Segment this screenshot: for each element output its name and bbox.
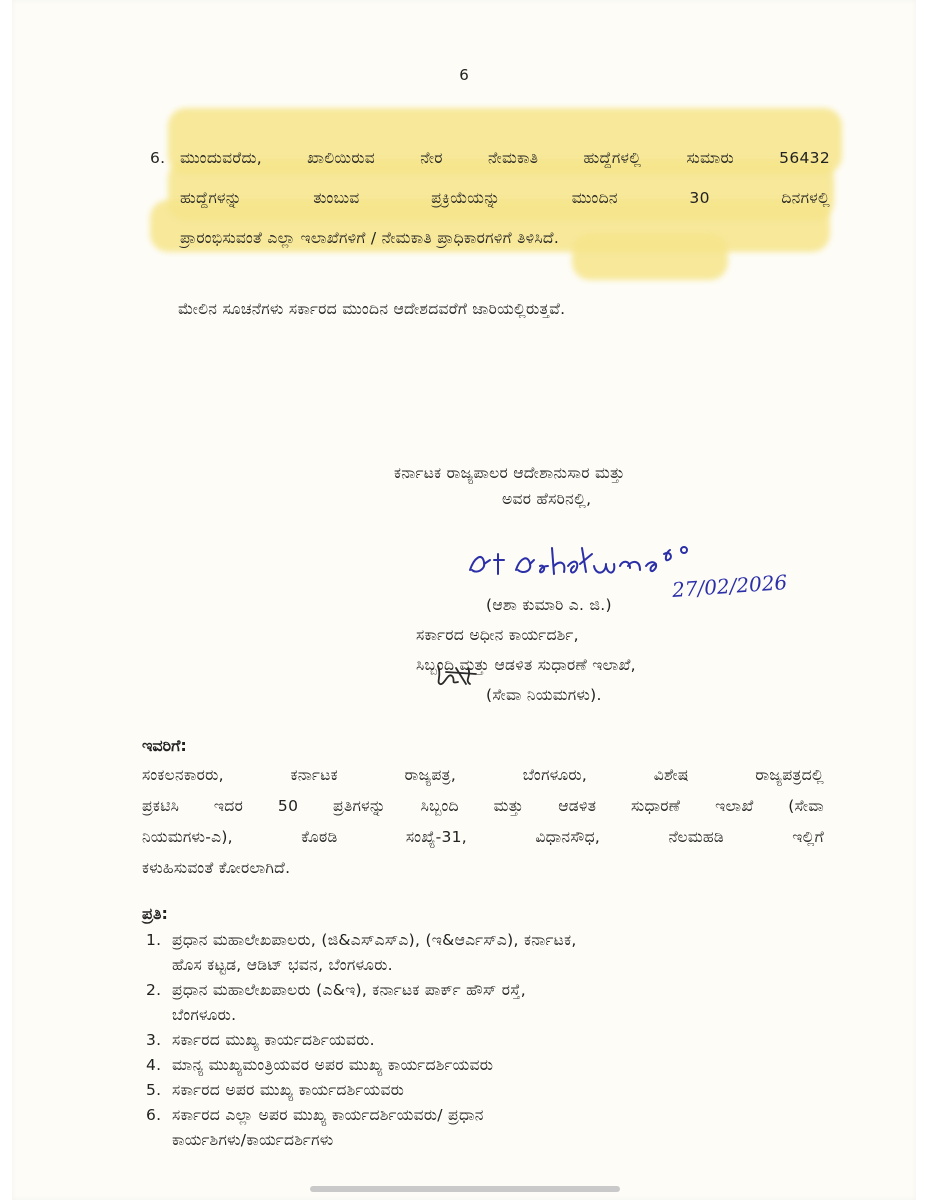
copy-item-number: 5. xyxy=(146,1081,162,1099)
copy-item-line: ಪ್ರಧಾನ ಮಹಾಲೇಖಪಾಲರು (ಎ&ಇ), ಕರ್ನಾಟಕ ಪಾರ್ಕ್ ಹೌಸ್ ರಸ್ತೆ, xyxy=(172,981,526,999)
copy-item-number: 3. xyxy=(146,1031,162,1049)
signatory-block xyxy=(416,590,636,710)
copy-list-item xyxy=(144,1028,824,1053)
recipient-line: ಪ್ರಕಟಿಸಿ ಇದರ 50 ಪ್ರತಿಗಳನ್ನು ಸಿಬ್ಬಂದಿ ಮತ್ತು ಆಡಳಿತ ಸುಧಾರಣೆ ಇಲಾಖೆ (ಸೇವಾ xyxy=(142,797,824,815)
signatory-department: ಸಿಬ್ಬಂದಿ ಮತ್ತು ಆಡಳಿತ ಸುಧಾರಣೆ ಇಲಾಖೆ, xyxy=(416,656,636,674)
page-number: 6 xyxy=(459,66,469,84)
recipient-line: ಕಳುಹಿಸುವಂತೆ ಕೋರಲಾಗಿದೆ. xyxy=(142,859,291,877)
signatory-name: (ಆಶಾ ಕುಮಾರಿ ಎ. ಜಿ.) xyxy=(486,596,612,614)
paragraph-line: ಹುದ್ದೆಗಳನ್ನು ತುಂಬುವ ಪ್ರಕ್ರಿಯೆಯನ್ನು ಮುಂದಿನ 30 ದಿನಗಳಲ್ಲಿ xyxy=(180,189,830,207)
copy-item-line: ಸರ್ಕಾರದ ಅಪರ ಮುಖ್ಯ ಕಾರ್ಯದರ್ಶಿಯವರು xyxy=(172,1081,405,1099)
signatory-section: (ಸೇವಾ ನಿಯಮಗಳು). xyxy=(486,686,602,704)
numbered-paragraph-6 xyxy=(150,138,830,258)
copy-list-item xyxy=(144,1103,824,1153)
paragraph-line: ಮುಂದುವರೆದು, ಖಾಲಿಯಿರುವ ನೇರ ನೇಮಕಾತಿ ಹುದ್ದೆಗಳಲ್ಲಿ ಸುಮಾರು 56432 xyxy=(180,149,830,167)
recipient-line: ಸಂಕಲನಕಾರರು, ಕರ್ನಾಟಕ ರಾಜ್ಯಪತ್ರ, ಬೆಂಗಳೂರು, ವಿಶೇಷ ರಾಜ್ಯಪತ್ರದಲ್ಲಿ xyxy=(142,766,824,784)
order-authority-line: ಕರ್ನಾಟಕ ರಾಜ್ಯಪಾಲರ ಆದೇಶಾನುಸಾರ ಮತ್ತು xyxy=(394,464,625,482)
copy-list-item xyxy=(144,928,824,978)
order-authority-line: ಅವರ ಹೆಸರಿನಲ್ಲಿ, xyxy=(502,490,592,508)
copy-item-line: ಸರ್ಕಾರದ ಎಲ್ಲಾ ಅಪರ ಮುಖ್ಯ ಕಾರ್ಯದರ್ಶಿಯವರು/ ಪ್ರಧಾನ xyxy=(172,1106,484,1124)
copy-list-item xyxy=(144,978,824,1028)
copy-item-line: ಸರ್ಕಾರದ ಮುಖ್ಯ ಕಾರ್ಯದರ್ಶಿಯವರು. xyxy=(172,1031,375,1049)
recipient-body xyxy=(142,760,824,884)
copy-item-line: ಮಾನ್ಯ ಮುಖ್ಯಮಂತ್ರಿಯವರ ಅಪರ ಮುಖ್ಯ ಕಾರ್ಯದರ್ಶಿಯವರು xyxy=(172,1056,494,1074)
validity-directive: ಮೇಲಿನ ಸೂಚನೆಗಳು ಸರ್ಕಾರದ ಮುಂದಿನ ಆದೇಶದವರೆಗೆ ಜಾರಿಯಲ್ಲಿರುತ್ತವೆ. xyxy=(178,300,566,318)
copy-item-line: ಬೆಂಗಳೂರು. xyxy=(172,1006,237,1024)
recipient-line: ನಿಯಮಗಳು-ಎ), ಕೊಠಡಿ ಸಂಖ್ಯೆ-31, ವಿಧಾನಸೌಧ, ನೆಲಮಹಡಿ ಇಲ್ಲಿಗೆ xyxy=(142,828,824,846)
copy-item-line: ಪ್ರಧಾನ ಮಹಾಲೇಖಪಾಲರು, (ಜಿ&ಎಸ್ಎಸ್ಎ), (ಇ&ಆರ್ಎಸ್ಎ), ಕರ್ನಾಟಕ, xyxy=(172,931,577,949)
copy-heading: ಪ್ರತಿ: xyxy=(142,904,168,923)
copy-item-number: 2. xyxy=(146,981,162,999)
copy-item-number: 1. xyxy=(146,931,162,949)
home-indicator-bar[interactable] xyxy=(310,1186,620,1192)
recipient-heading: ಇವರಿಗೆ: xyxy=(142,736,187,755)
paragraph-line: ಪ್ರಾರಂಭಿಸುವಂತೆ ಎಲ್ಲಾ ಇಲಾಖೆಗಳಿಗೆ / ನೇಮಕಾತಿ ಪ್ರಾಧಿಕಾರಗಳಿಗೆ ತಿಳಿಸಿದೆ. xyxy=(180,229,560,247)
copy-list xyxy=(144,928,824,1153)
handwritten-initials xyxy=(432,662,486,688)
paragraph-number: 6. xyxy=(150,149,166,167)
signature-date: 27/02/2026 xyxy=(671,570,788,602)
order-authority xyxy=(394,460,625,512)
copy-list-item xyxy=(144,1078,824,1103)
copy-item-line: ಹೊಸ ಕಟ್ಟಡ, ಆಡಿಟ್ ಭವನ, ಬೆಂಗಳೂರು. xyxy=(172,956,393,974)
copy-item-line: ಕಾರ್ಯಶಿಗಳು/ಕಾರ್ಯದರ್ಶಿಗಳು xyxy=(172,1131,334,1149)
copy-item-number: 4. xyxy=(146,1056,162,1074)
signatory-designation: ಸರ್ಕಾರದ ಅಧೀನ ಕಾರ್ಯದರ್ಶಿ, xyxy=(416,626,579,644)
copy-list-item xyxy=(144,1053,824,1078)
copy-item-number: 6. xyxy=(146,1106,162,1124)
